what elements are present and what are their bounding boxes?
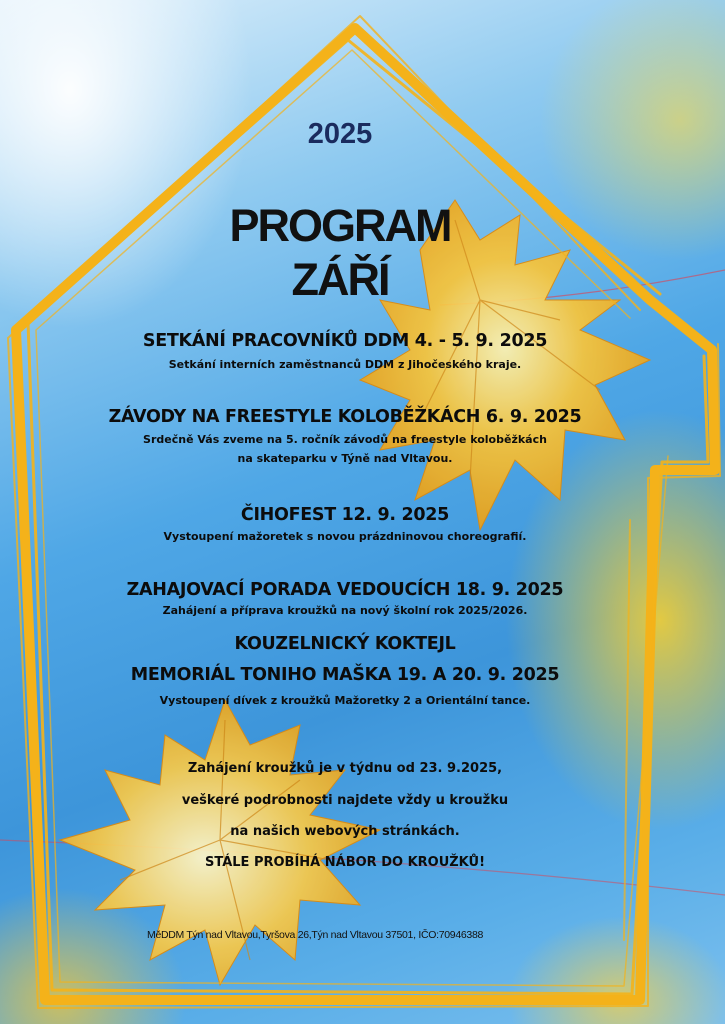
organization-footer: MěDDM Týn nad Vltavou,Tyršova 26,Týn nad Vltavou 37501, IČO:70946388: [147, 929, 484, 941]
closing-line: Zahájení kroužků je v týdnu od 23. 9.2025,: [187, 761, 503, 776]
closing-line: veškeré podrobnosti najdete vždy u kroužku: [181, 793, 509, 808]
event-title: KOUZELNICKÝ KOKTEJL: [234, 634, 456, 654]
event-description: Zahájení a příprava kroužků na nový školní rok 2025/2026.: [162, 604, 528, 617]
event-description: na skateparku v Týně nad Vltavou.: [237, 452, 453, 465]
program-year: 2025: [307, 118, 373, 150]
closing-line: na našich webových stránkách.: [230, 824, 460, 839]
event-description: Setkání interních zaměstnanců DDM z Jihočeského kraje.: [168, 358, 522, 371]
event-description: Vystoupení dívek z kroužků Mažoretky 2 a Orientální tance.: [159, 694, 531, 707]
event-description: Vystoupení mažoretek s novou prázdninovou choreografií.: [163, 530, 527, 543]
event-title: MEMORIÁL TONIHO MAŠKA 19. A 20. 9. 2025: [130, 665, 560, 685]
recruitment-notice: STÁLE PROBÍHÁ NÁBOR DO KROUŽKŮ!: [204, 855, 486, 870]
event-description: Srdečně Vás zveme na 5. ročník závodů na freestyle koloběžkách: [143, 433, 547, 446]
event-title: ZÁVODY NA FREESTYLE KOLOBĚŽKÁCH 6. 9. 2025: [108, 407, 582, 427]
event-title: ZAHAJOVACÍ PORADA VEDOUCÍCH 18. 9. 2025: [126, 580, 564, 600]
program-title: PROGRAM: [229, 200, 451, 251]
program-month: ZÁŘÍ: [291, 254, 389, 305]
event-title: ČIHOFEST 12. 9. 2025: [240, 505, 450, 525]
event-title: SETKÁNÍ PRACOVNÍKŮ DDM 4. - 5. 9. 2025: [142, 331, 548, 351]
